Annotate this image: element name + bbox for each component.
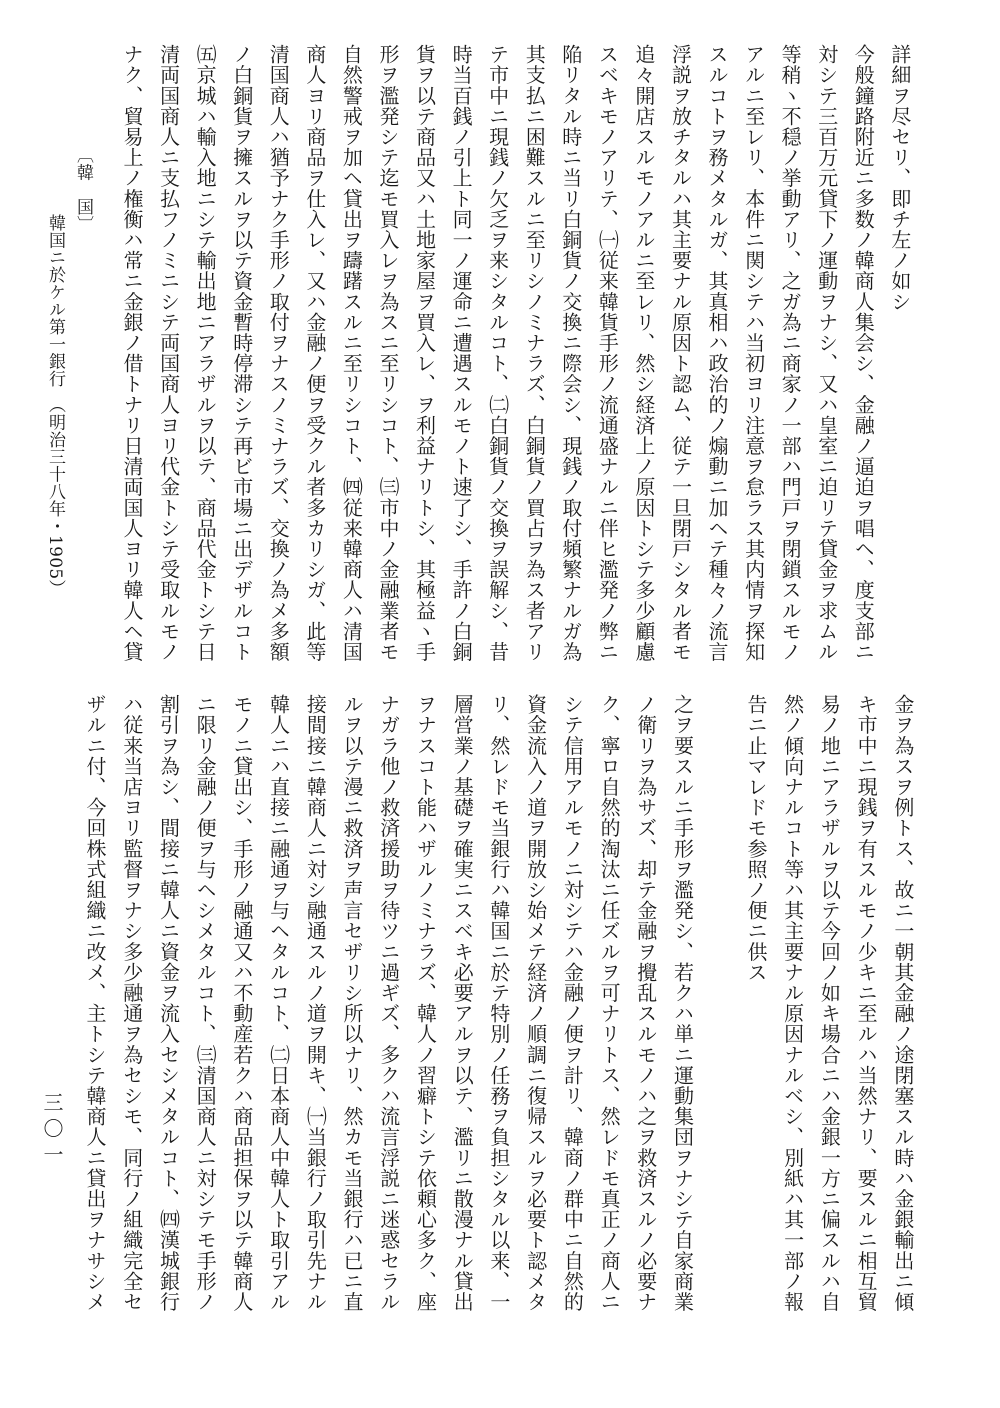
text-column: 時当百銭ノ引上ト同一ノ運命ニ遭遇スルモノト速了シ、手許ノ白銅	[449, 44, 474, 662]
text-column: シテ信用アルモノニ対シテハ金融ノ便ヲ計リ、韓商ノ群中ニ自然的	[560, 694, 585, 1312]
text-column: テ市中ニ現銭ノ欠乏ヲ来シタルコト、㈡白銅貨ノ交換ヲ誤解シ、昔	[485, 44, 510, 662]
text-column: 対シテ三百万元貸下ノ運動ヲナシ、又ハ皇室ニ迫リテ貸金ヲ求ムル	[814, 44, 839, 662]
text-column: ノ白銅貨ヲ擁スルヲ以テ資金暫時停滞シテ再ビ市場ニ出デザルコト	[229, 44, 254, 662]
footer-country: 〔韓 国〕	[73, 146, 93, 233]
text-column: 金ヲ為スヲ例トス、故ニ一朝其金融ノ途閉塞スル時ハ金銀輸出ニ傾	[890, 694, 915, 1312]
text-column: 追々開店スルモノアルニ至レリ、然シ経済上ノ原因トシテ多少顧慮	[631, 44, 656, 662]
text-column: 商人ヨリ商品ヲ仕入レ、又ハ金融ノ便ヲ受クル者多カリシガ、此等	[302, 44, 327, 662]
text-column: ニ限リ金融ノ便ヲ与ヘシメタルコト、㈢清国商人ニ対シテモ手形ノ	[193, 694, 218, 1312]
text-column: ヲナスコト能ハザルノミナラズ、韓人ノ習癖トシテ依頼心多ク、座	[413, 694, 438, 1312]
text-column: 陥リタル時ニ当リ白銅貨ノ交換ニ際会シ、現銭ノ取付頻繁ナルガ為	[558, 44, 583, 662]
footer-chapter-title: 韓国ニ於ケル第一銀行 （明治三十八年・1905）	[45, 214, 65, 597]
text-column: ナガラ他ノ救済援助ヲ待ツニ過ギズ、多クハ流言浮説ニ迷惑セラル	[376, 694, 401, 1312]
text-column: 今般鐘路附近ニ多数ノ韓商人集会シ、金融ノ逼迫ヲ唱ヘ、度支部ニ	[851, 44, 876, 662]
text-column: モノニ貸出シ、手形ノ融通又ハ不動産若クハ商品担保ヲ以テ韓商人	[229, 694, 254, 1312]
text-column: 清国商人ハ猶予ナク手形ノ取付ヲナスノミナラズ、交換ノ為メ多額	[266, 44, 291, 662]
text-column: アルニ至レリ、本件ニ関シテハ当初ヨリ注意ヲ怠ラス其内情ヲ探知	[741, 44, 766, 662]
text-column: スベキモノアリテ、㈠従来韓貨手形ノ流通盛ナルニ伴ヒ濫発ノ弊ニ	[595, 44, 620, 662]
text-column: 層営業ノ基礎ヲ確実ニスベキ必要アルヲ以テ、濫リニ散漫ナル貸出	[450, 694, 475, 1312]
text-column: 其支払ニ困難スルニ至リシノミナラズ、白銅貨ノ買占ヲ為ス者アリ	[522, 44, 547, 662]
text-column: 自然警戒ヲ加ヘ貸出ヲ躊躇スルニ至リシコト、㈣従来韓商人ハ清国	[339, 44, 364, 662]
text-column: 告ニ止マレドモ参照ノ便ニ供ス	[743, 694, 768, 983]
text-column: キ市中ニ現銭ヲ有スルモノ少キニ至ルハ当然ナリ、要スルニ相互貿	[854, 694, 879, 1312]
lower-text-block	[85, 694, 913, 1312]
text-column: 割引ヲ為シ、間接ニ韓人ニ資金ヲ流入セシメタルコト、㈣漢城銀行	[156, 694, 181, 1312]
text-column: 形ヲ濫発シテ迄モ買入レヲ為スニ至リシコト、㈢市中ノ金融業者モ	[375, 44, 400, 662]
text-column: スルコトヲ務メタルガ、其真相ハ政治的ノ煽動ニ加ヘテ種々ノ流言	[705, 44, 729, 662]
text-column: ㈤京城ハ輸入地ニシテ輸出地ニアラザルヲ以テ、商品代金トシテ日	[193, 44, 218, 662]
upper-text-block	[122, 44, 910, 662]
text-column: ク、寧ロ自然的淘汰ニ任ズルヲ可ナリトス、然レドモ真正ノ商人ニ	[597, 694, 622, 1312]
text-column: 詳細ヲ尽セリ、即チ左ノ如シ	[887, 44, 912, 312]
text-column: ハ従来当店ヨリ監督ヲナシ多少融通ヲ為セシモ、同行ノ組織完全セ	[119, 694, 144, 1312]
text-column: 貨ヲ以テ商品又ハ土地家屋ヲ買入レ、ヲ利益ナリトシ、其極益ヽ手	[412, 44, 437, 662]
text-column: ノ衛リヲ為サズ、却テ金融ヲ攪乱スルモノハ之ヲ救済スルノ必要ナ	[633, 694, 658, 1312]
text-column: 浮説ヲ放チタルハ其主要ナル原因ト認ム、従テ一旦閉戸シタル者モ	[668, 44, 693, 662]
text-column: 資金流入ノ道ヲ開放シ始メテ経済ノ順調ニ復帰スルヲ必要ト認メタ	[523, 694, 548, 1312]
text-column: 清両国商人ニ支払フノミニシテ両国商人ヨリ代金トシテ受取ルモノ	[156, 44, 181, 662]
text-column: 然ノ傾向ナルコト等ハ其主要ナル原因ナルベシ、別紙ハ其一部ノ報	[780, 694, 805, 1312]
text-column: 接間接ニ韓商人ニ対シ融通スルノ道ヲ開キ、㈠当銀行ノ取引先ナル	[303, 694, 328, 1312]
text-column: 之ヲ要スルニ手形ヲ濫発シ、若クハ単ニ運動集団ヲナシテ自家商業	[670, 694, 695, 1312]
text-column: ルヲ以テ漫ニ救済ヲ声言セザリシ所以ナリ、然カモ当銀行ハ已ニ直	[340, 694, 365, 1312]
text-column: 等稍ヽ不穏ノ挙動アリ、之ガ為ニ商家ノ一部ハ門戸ヲ閉鎖スルモノ	[778, 44, 803, 662]
text-column: ナク、貿易上ノ権衡ハ常ニ金銀ノ借トナリ日清両国人ヨリ韓人ヘ貸	[120, 44, 144, 662]
page-number: 三〇一	[40, 1092, 64, 1170]
text-column: 韓人ニハ直接ニ融通ヲ与ヘタルコト、㈡日本商人中韓人ト取引アル	[266, 694, 291, 1312]
text-column: 易ノ地ニアラザルヲ以テ今回ノ如キ場合ニハ金銀一方ニ偏スルハ自	[817, 694, 842, 1312]
text-column: リ、然レドモ当銀行ハ韓国ニ於テ特別ノ任務ヲ負担シタル以来、一	[486, 694, 511, 1312]
text-column: ザルニ付、今回株式組織ニ改メ、主トシテ韓商人ニ貸出ヲナサシメ	[83, 694, 107, 1312]
